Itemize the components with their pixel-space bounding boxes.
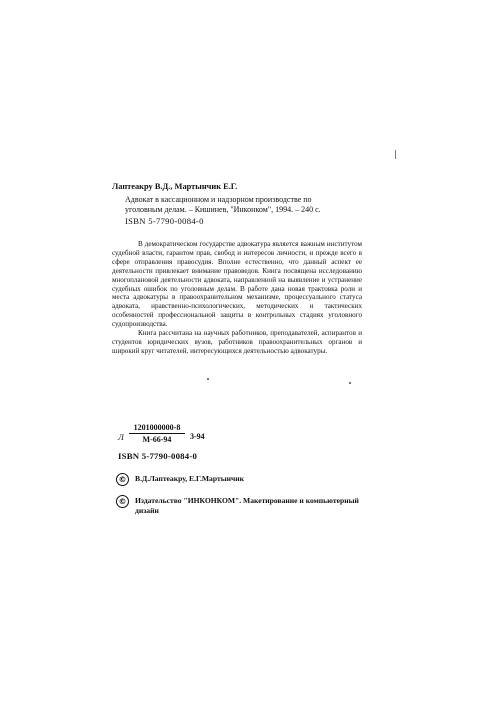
classification-code: 3-94 bbox=[190, 432, 205, 441]
scan-speck bbox=[349, 382, 351, 384]
annotation-paragraph: В демократическом государстве адвокатура является важным институтом судебной власти, гарантом прав, свобод и интересов личности, и прежде всего в сфере отправления правосудия. Вполне естественно, что данный аспект ее деятельности привлекает внимание правоведов. Книга посвящена исследованию многоплановой деятельности адвоката, направленной на выявление и устранение судебных ошибок по уголовным делам. В работе дана новая трактовка роли и места адвокатуры в правоохранительном механизме, процессуального статуса адвоката, нравственно-психологических, методических и тактических особенностей профессиональной защиты в контрольных стадиях уголовного судопроизводства. bbox=[112, 240, 362, 329]
catalog-card bbox=[112, 182, 362, 356]
classification-letter: Л bbox=[118, 432, 124, 442]
classification-fraction bbox=[129, 423, 185, 444]
publication-line: уголовным делам. – Кишинев, "Инконком", 1994. – 240 с. bbox=[125, 205, 321, 214]
copyright-authors-text: В.Д.Лаптеакру, Е.Г.Мартынчик bbox=[135, 474, 245, 483]
scan-speck bbox=[395, 150, 396, 159]
classification-numerator: 1201000000-8 bbox=[129, 423, 185, 434]
bibliographic-description bbox=[125, 195, 362, 215]
title-line: Адвокат в кассационном и надзорном производстве по bbox=[125, 195, 312, 204]
copyright-icon: © bbox=[116, 495, 129, 508]
isbn-bottom: ISBN 5-7790-0084-0 bbox=[118, 451, 198, 461]
copyright-icon: © bbox=[116, 473, 129, 486]
scan-speck bbox=[207, 378, 209, 380]
annotation bbox=[112, 240, 362, 356]
copyright-publisher-text: Издательство "ИНКОНКОМ". Макетирование и компьютерный дизайн bbox=[135, 496, 359, 515]
classification-denominator: М-66-94 bbox=[142, 435, 172, 444]
copyright-publisher bbox=[116, 495, 366, 516]
copyright-authors bbox=[116, 473, 366, 486]
annotation-paragraph: Книга рассчитана на научных работников, преподавателей, аспирантов и студентов юридических вузов, работников правоохранительных органов и широкий круг читателей, интересующихся деятельностью адвокатуры. bbox=[112, 329, 362, 355]
catalog-isbn: ISBN 5-7790-0084-0 bbox=[125, 216, 204, 226]
authors-heading: Лаптеакру В.Д., Мартынчик Е.Г. bbox=[112, 182, 238, 191]
